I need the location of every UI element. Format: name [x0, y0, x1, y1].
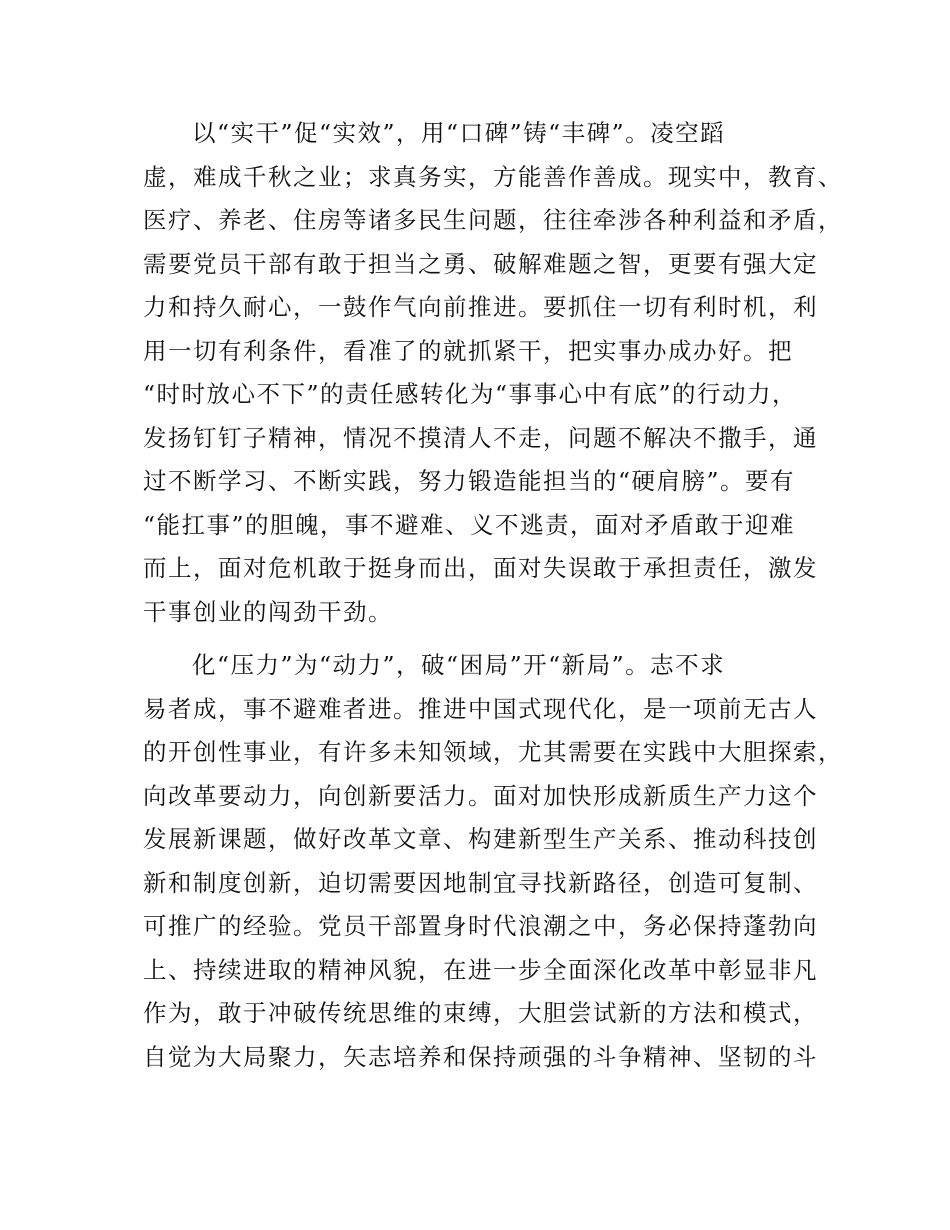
- paragraph-line: 用一切有利条件，看准了的就抓紧干，把实事办成办好。把: [143, 336, 793, 365]
- paragraph-line: 自觉为大局聚力，矢志培养和保持顽强的斗争精神、坚韧的斗: [143, 1042, 818, 1071]
- paragraph-line: 过不断学习、不断实践，努力锻造能担当的“硬肩膀”。要有: [143, 467, 796, 495]
- paragraph-line: 以“实干”促“实效”，用“口碑”铸“丰碑”。凌空蹈: [192, 119, 726, 147]
- paragraph-line: 作为，敢于冲破传统思维的束缚，大胆尝试新的方法和模式，: [143, 999, 818, 1027]
- paragraph-2: [143, 644, 843, 1079]
- paragraph-line: 医疗、养老、住房等诸多民生问题，往往牵涉各种利益和矛盾，: [143, 206, 843, 234]
- paragraph-spacer: [143, 634, 825, 644]
- paragraph-line: 发扬钉钉子精神，情况不摸清人不走，问题不解决不撒手，通: [143, 423, 818, 452]
- paragraph-line: 发展新课题，做好改革文章、构建新型生产关系、推动科技创: [143, 825, 818, 853]
- paragraph-line: 化“压力”为“动力”，破“困局”开“新局”。志不求: [192, 651, 726, 679]
- paragraph-line: 上、持续进取的精神风貌，在进一步全面深化改革中彰显非凡: [143, 955, 818, 984]
- paragraph-line: 干事创业的闯劲干劲。: [143, 597, 393, 626]
- paragraph-line: 的开创性事业，有许多未知领域，尤其需要在实践中大胆探索，: [143, 738, 843, 766]
- paragraph-1: [143, 112, 843, 634]
- paragraph-line: 虚，难成千秋之业；求真务实，方能善作善成。现实中，教育、: [143, 162, 843, 191]
- paragraph-line: 易者成，事不避难者进。推进中国式现代化，是一项前无古人: [143, 694, 818, 723]
- paragraph-line: 可推广的经验。党员干部置身时代浪潮之中，务必保持蓬勃向: [143, 912, 818, 940]
- paragraph-line: 向改革要动力，向创新要活力。面对加快形成新质生产力这个: [143, 781, 818, 810]
- paragraph-line: 而上，面对危机敢于挺身而出，面对失误敢于承担责任，激发: [143, 554, 818, 582]
- paragraph-line: “时时放心不下”的责任感转化为“事事心中有底”的行动力，: [143, 380, 798, 408]
- paragraph-line: 需要党员干部有敢于担当之勇、破解难题之智，更要有强大定: [143, 249, 818, 278]
- paragraph-line: 力和持久耐心，一鼓作气向前推进。要抓住一切有利时机，利: [143, 293, 818, 321]
- paragraph-line: “能扛事”的胆魄，事不避难、义不逃责，面对矛盾敢于迎难: [143, 510, 796, 539]
- document-body: [143, 112, 843, 1079]
- paragraph-line: 新和制度创新，迫切需要因地制宜寻找新路径，创造可复制、: [143, 868, 818, 897]
